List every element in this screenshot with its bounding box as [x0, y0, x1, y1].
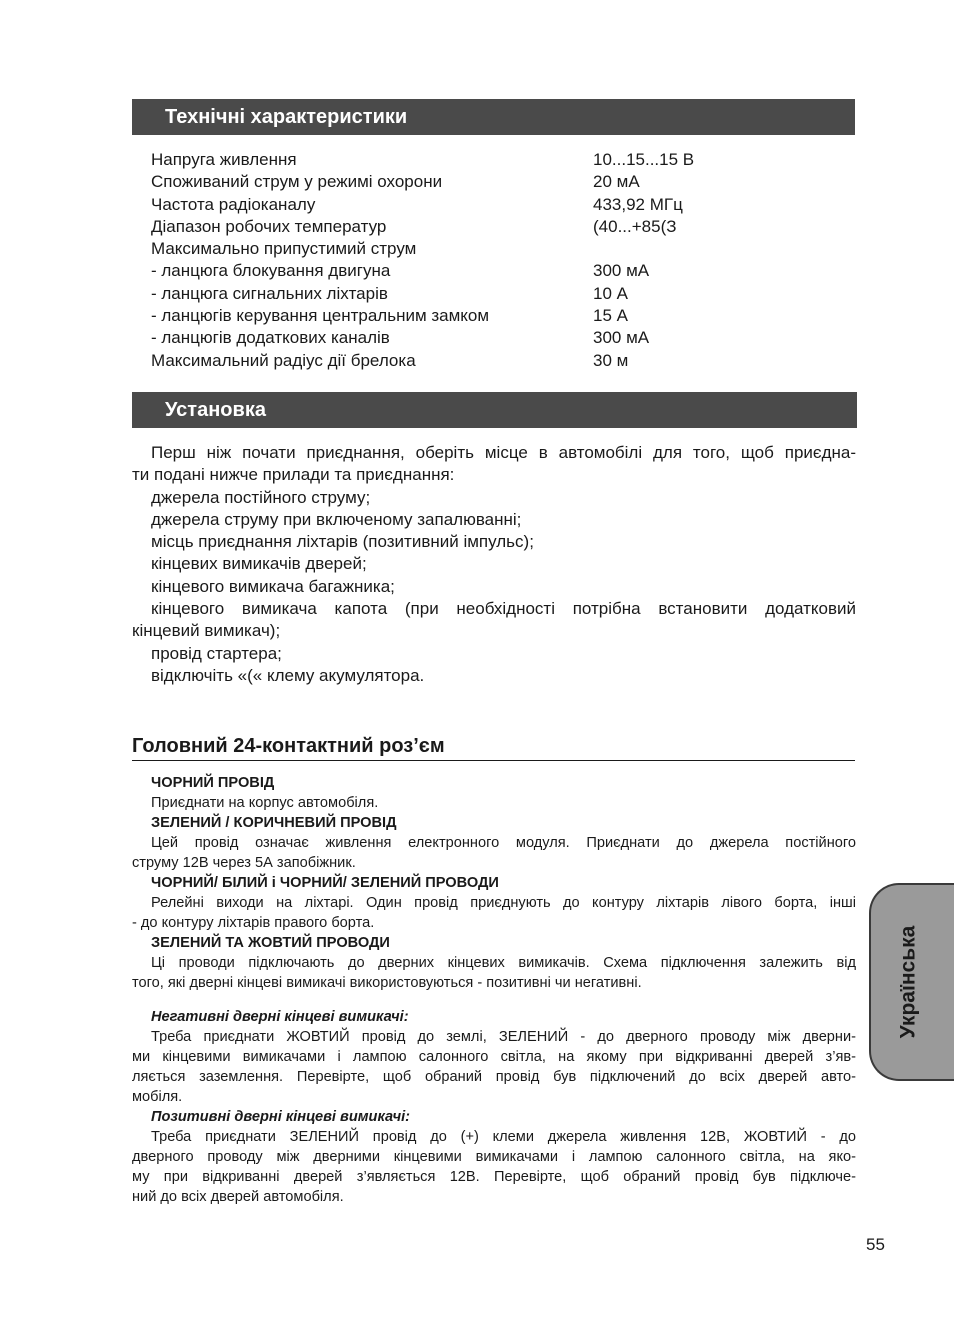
install-text: [132, 442, 856, 687]
paragraph: Перш ніж почати приєднання, оберіть місце в автомобілі для того, щоб приєдна-: [151, 443, 856, 462]
spec-row: - ланцюга сигнальних ліхтарів 10 А: [151, 283, 628, 303]
list-item: місць приєднання ліхтарів (позитивний імпульс);: [151, 532, 534, 552]
wire-heading: ЗЕЛЕНИЙ ТА ЖОВТИЙ ПРОВОДИ: [151, 935, 390, 951]
paragraph: Ці проводи підключають до дверних кінцевих вимикачів. Схема підключення залежить від: [151, 955, 856, 971]
page-number: 55: [866, 1235, 885, 1254]
paragraph: ми кінцевими вимикачами і лампою салонного світла, на якому при відкриванні дверей з’яв-: [132, 1049, 856, 1065]
paragraph: Цей провід означає живлення електронного модуля. Приєднати до джерела постійного: [151, 835, 856, 851]
section-header-install: [132, 392, 857, 428]
paragraph: - до контуру ліхтарів правого борта.: [132, 915, 375, 931]
paragraph: Приєднати на корпус автомобіля.: [151, 795, 379, 811]
wire-heading: ЧОРНИЙ/ БІЛИЙ і ЧОРНИЙ/ ЗЕЛЕНИЙ ПРОВОДИ: [151, 875, 499, 891]
paragraph: того, які дверні кінцеві вимикачі використовуються - позитивні чи негативні.: [132, 975, 642, 991]
spec-row: - ланцюгів керування центральним замком 15 А: [151, 306, 628, 326]
spec-row: Максимально припустимий струм: [151, 239, 417, 259]
wire-heading: ЧОРНИЙ ПРОВІД: [151, 775, 275, 791]
paragraph: Релейні виходи на ліхтарі. Один провід приєднують до контуру ліхтарів лівого борта, інші: [151, 895, 856, 911]
connector-heading: Головний 24-контактний роз’єм: [132, 733, 855, 761]
subheading: Позитивні дверні кінцеві вимикачі:: [151, 1109, 411, 1125]
language-tab: [869, 883, 954, 1081]
spec-row: Частота радіоканалу 433,92 МГц: [151, 194, 683, 214]
specs-table: [151, 149, 851, 372]
wire-descriptions: [132, 773, 856, 1207]
language-tab-label: Українська: [896, 925, 920, 1039]
list-item: джерела струму при включеному запалюванні;: [151, 509, 522, 529]
paragraph: дверного проводу між дверними кінцевими вимикачами і лампою салонного світла, на яко-: [132, 1149, 856, 1165]
paragraph: Треба приєднати ЖОВТИЙ провід до землі, ЗЕЛЕНИЙ - до дверного проводу між дверни-: [151, 1029, 856, 1045]
paragraph: Треба приєднати ЗЕЛЕНИЙ провід до (+) клеми джерела живлення 12В, ЖОВТИЙ - до: [151, 1129, 856, 1145]
section-title-install: Установка: [165, 399, 266, 421]
section-header-specs: [132, 99, 855, 135]
list-item: відключіть «(« клему акумулятора.: [151, 665, 425, 685]
subheading: Негативні дверні кінцеві вимикачі:: [151, 1009, 409, 1025]
spec-row: Споживаний струм у режимі охорони 20 мА: [151, 172, 640, 192]
paragraph: ний до всіх дверей автомобіля.: [132, 1189, 344, 1205]
list-item: кінцевих вимикачів дверей;: [151, 554, 367, 574]
list-item: кінцевого вимикача багажника;: [151, 576, 395, 596]
paragraph: му при відкриванні дверей з’являється 12В. Перевірте, щоб обраний провід був підключе-: [132, 1169, 856, 1185]
paragraph: струму 12В через 5А запобіжник.: [132, 855, 356, 871]
list-item: кінцевого вимикача капота (при необхідності потрібна встановити додатковий: [151, 599, 856, 619]
list-item: джерела постійного струму;: [151, 487, 371, 507]
paragraph: мобіля.: [132, 1089, 183, 1105]
list-item: провід стартера;: [151, 643, 282, 663]
paragraph: ляється заземлення. Перевірте, щоб обраний провід був підключений до всіх дверей авто-: [132, 1069, 856, 1085]
spec-row: Напруга живлення 10...15...15 В: [151, 150, 695, 169]
paragraph: ти подані нижче прилади та приєднання:: [132, 465, 455, 485]
section-title-specs: Технічні характеристики: [165, 106, 408, 128]
spec-row: - ланцюгів додаткових каналів 300 мА: [151, 328, 650, 348]
spec-row: Максимальний радіус дії брелока 30 м: [151, 350, 629, 370]
list-item: кінцевий вимикач);: [132, 621, 281, 641]
spec-row: - ланцюга блокування двигуна 300 мА: [151, 261, 650, 281]
spacer: [132, 993, 856, 1007]
spec-row: Діапазон робочих температур (40...+85(З: [151, 216, 677, 236]
wire-heading: ЗЕЛЕНИЙ / КОРИЧНЕВИЙ ПРОВІД: [151, 815, 397, 831]
